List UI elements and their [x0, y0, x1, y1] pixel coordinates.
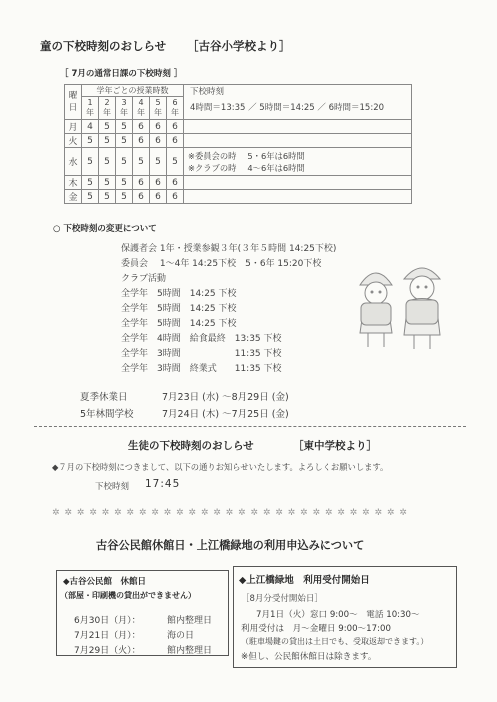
closure-reason: 海の日 — [167, 631, 195, 641]
grade-header-4: 4 年 — [133, 97, 150, 120]
note-cell — [184, 190, 412, 204]
hours-cell: 5 — [99, 190, 116, 204]
hours-cell: 6 — [167, 176, 184, 190]
hours-cell: 5 — [82, 134, 99, 148]
hours-cell: 5 — [116, 134, 133, 148]
section-divider — [34, 426, 466, 427]
kominkan-title: ◆古谷公民館 休館日 — [63, 577, 147, 587]
hours-cell: 6 — [150, 134, 167, 148]
reservation-line: 7月1日（火）窓口 9:00〜 電話 10:30〜 — [256, 610, 420, 620]
day-cell: 金 — [65, 190, 82, 204]
junior-school-tag: ［東中学校より］ — [293, 440, 377, 452]
day-cell: 木 — [65, 176, 82, 190]
hours-cell: 5 — [82, 176, 99, 190]
hours-cell: 5 — [99, 176, 116, 190]
hours-cell: 6 — [150, 120, 167, 134]
hours-cell: 6 — [133, 176, 150, 190]
junior-title: 生徒の下校時刻のおしらせ — [128, 440, 254, 452]
hours-cell: 5 — [167, 148, 184, 176]
table-row — [65, 190, 412, 204]
hours-cell: 5 — [116, 148, 133, 176]
change-text: 全学年 4時間 給食最終 13:35 下校 — [121, 334, 282, 344]
hours-cell: 5 — [116, 120, 133, 134]
change-text: 全学年 5時間 14:25 下校 — [121, 319, 237, 329]
closure-reason: 館内整理日 — [167, 646, 213, 656]
note-cell — [184, 134, 412, 148]
change-text: 委員会 1〜4年 14:25下校 5・6年 15:20下校 — [121, 259, 322, 269]
reservation-line: （駐車場鍵の貸出は土日でも、受取返却できます。） — [241, 637, 429, 646]
day-cell: 水 — [65, 148, 82, 176]
table-row — [65, 134, 412, 148]
midori-subtitle: ［8月分受付開始日］ — [241, 594, 323, 604]
table-dismissal-header: 下校時刻 — [190, 87, 225, 97]
kominkan-subtitle: （部屋・印刷機の貸出ができません） — [60, 591, 196, 600]
summer-label: 夏季休業日 — [80, 392, 128, 403]
note-cell — [184, 120, 412, 134]
hours-cell: 5 — [99, 134, 116, 148]
closure-reason: 館内整理日 — [167, 616, 213, 626]
hours-cell: 6 — [150, 176, 167, 190]
table-group-header: 学年ごとの授業時数 — [82, 85, 184, 97]
kominkan-box — [56, 570, 229, 656]
summer-value: 7月24日 (木) 〜7月25日 (金) — [162, 409, 289, 420]
change-text: 全学年 5時間 14:25 下校 — [121, 304, 237, 314]
dismissal-table — [64, 84, 412, 204]
reservation-line: ※但し、公民館休館日は除きます。 — [241, 652, 377, 662]
hours-cell: 6 — [133, 134, 150, 148]
hours-cell: 5 — [82, 148, 99, 176]
change-text: 保護者会 1年・授業参観３年(３年５時間 14:25下校) — [121, 244, 337, 254]
day-cell: 火 — [65, 134, 82, 148]
closure-date: 7月29日（火）： — [74, 646, 141, 656]
changes-title: ○ 下校時刻の変更について — [53, 224, 157, 234]
elementary-title: 童の下校時刻のおしらせ — [40, 39, 167, 53]
day-cell: 月 — [65, 120, 82, 134]
midori-title: ◆上江橋緑地 利用受付開始日 — [239, 575, 370, 586]
grade-header-1: 1 年 — [82, 97, 99, 120]
star-border: ✲ ✲ ✲ ✲ ✲ ✲ ✲ ✲ ✲ ✲ ✲ ✲ ✲ ✲ ✲ ✲ ✲ ✲ ✲ ✲ ✲ ✲ ✲ ✲ ✲ ✲ ✲ ✲ ✲ — [52, 508, 408, 518]
change-text: クラブ活動 — [121, 274, 167, 284]
hours-cell: 5 — [116, 190, 133, 204]
hours-cell: 6 — [167, 134, 184, 148]
note-cell — [184, 176, 412, 190]
closure-date: 6月30日（月）： — [74, 616, 141, 626]
hours-cell: 5 — [99, 148, 116, 176]
hours-cell: 6 — [167, 120, 184, 134]
facility-title: 古谷公民館休館日・上江橋緑地の利用申込みについて — [96, 539, 365, 552]
junior-time-value: 17:45 — [145, 478, 181, 490]
table-corner — [65, 85, 82, 120]
hours-cell: 5 — [116, 176, 133, 190]
table-dismissal-times: 4時間＝13:35 ／ 5時間＝14:25 ／ 6時間＝15:20 — [190, 103, 385, 113]
summer-value: 7月23日 (水) 〜8月29日 (金) — [162, 392, 289, 403]
hours-cell: 4 — [82, 120, 99, 134]
change-text: 全学年 5時間 14:25 下校 — [121, 289, 237, 299]
table-row — [65, 176, 412, 190]
hours-cell: 5 — [150, 148, 167, 176]
hours-cell: 6 — [150, 190, 167, 204]
hours-cell: 5 — [133, 148, 150, 176]
table-row — [65, 120, 412, 134]
children-illustration — [348, 255, 453, 355]
change-text: 全学年 3時間 11:35 下校 — [121, 349, 282, 359]
junior-notice: ◆７月の下校時刻につきまして、以下の通りお知らせいたします。よろしくお願いします。 — [52, 462, 389, 472]
table-dismissal-cell — [184, 85, 412, 120]
hours-cell: 5 — [82, 190, 99, 204]
hours-cell: 6 — [167, 190, 184, 204]
grade-header-2: 2 年 — [99, 97, 116, 120]
note-cell: ※委員会の時 5・6年は6時間 ※クラブの時 4〜6年は6時間 — [184, 148, 412, 176]
elementary-school-tag: ［古谷小学校より］ — [187, 39, 291, 53]
change-text: 全学年 3時間 終業式 11:35 下校 — [121, 364, 282, 374]
regular-schedule-title: ［ 7月の通常日課の下校時刻 ］ — [60, 69, 183, 79]
hours-cell: 6 — [133, 190, 150, 204]
table-corner-label: 曜 日 — [68, 91, 78, 113]
closure-date: 7月21日（月）： — [74, 631, 141, 641]
grade-header-5: 5 年 — [150, 97, 167, 120]
hours-cell: 6 — [133, 120, 150, 134]
table-row — [65, 148, 412, 176]
reservation-line: 利用受付は 月〜金曜日 9:00〜17:00 — [241, 624, 391, 634]
grade-header-3: 3 年 — [116, 97, 133, 120]
midori-box — [233, 566, 457, 668]
summer-label: 5年林間学校 — [80, 409, 134, 420]
junior-time-label: 下校時刻 — [95, 482, 130, 492]
grade-header-6: 6 年 — [167, 97, 184, 120]
hours-cell: 5 — [99, 120, 116, 134]
